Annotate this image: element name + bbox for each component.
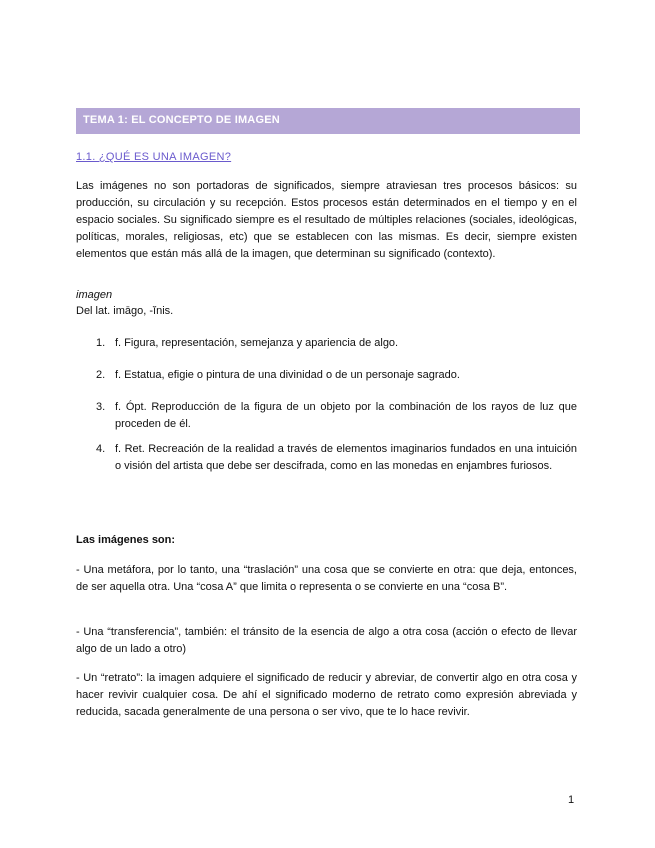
- definition-number: 1.: [96, 337, 106, 349]
- definition-item: [96, 367, 577, 384]
- definition-item: [96, 399, 577, 432]
- definition-text: f. Figura, representación, semejanza y apariencia de algo.: [115, 337, 399, 349]
- definition-number: 2.: [96, 369, 106, 381]
- definition-item: [96, 335, 577, 352]
- page-number: 1: [568, 794, 575, 806]
- definition-number: 4.: [96, 443, 106, 455]
- subheading: Las imágenes son:: [76, 534, 176, 546]
- dictionary-etymology: Del lat. imāgo, -ĭnis.: [76, 305, 174, 317]
- definition-number: 3.: [96, 401, 106, 413]
- definition-text: f. Ópt. Reproducción de la figura de un objeto por la combinación de los rayos de luz que proceden de él.: [115, 401, 577, 430]
- point-paragraph-transferencia: - Una “transferencia”, también: el tránsito de la esencia de algo a otra cosa (acción o efecto de llevar algo de un lado a otro): [76, 626, 577, 655]
- definition-item: [96, 441, 577, 474]
- definition-text: f. Estatua, efigie o pintura de una divinidad o de un personaje sagrado.: [115, 369, 460, 381]
- section-heading-link[interactable]: 1.1. ¿QUÉ ES UNA IMAGEN?: [76, 151, 232, 163]
- intro-paragraph: Las imágenes no son portadoras de significados, siempre atraviesan tres procesos básicos: su producción, su circulación y su recepción. Estos procesos están determinados en el tiempo y en el espacio sociales. Su significado siempre es el resultado de múltiples relaciones (sociales, ideológicas, políticas, morales, religiosas, etc) que se establecen con las mismas. Es decir, siempre existen elementos que están más allá de la imagen, que determinan su significado (contexto).: [76, 180, 577, 260]
- definition-text: f. Ret. Recreación de la realidad a través de elementos imaginarios fundados en una intuición o visión del artista que debe ser descifrada, como en las monedas en enjambres furiosos.: [115, 443, 577, 472]
- point-paragraph-retrato: - Un “retrato”: la imagen adquiere el significado de reducir y abreviar, de convertir algo en otra cosa y hacer revivir cualquier cosa. De ahí el significado moderno de retrato como expresión abreviada y reducida, sacada generalmente de una persona o ser vivo, que te lo hace revivir.: [76, 672, 577, 718]
- dictionary-headword: imagen: [76, 289, 113, 301]
- point-paragraph-metafora: - Una metáfora, por lo tanto, una “traslación” una cosa que se convierte en otra: que deja, entonces, de ser aquella otra. Una “cosa A” que limita o representa o se convierte en una “cosa B”.: [76, 564, 577, 593]
- chapter-title-bar: TEMA 1: EL CONCEPTO DE IMAGEN: [76, 108, 580, 134]
